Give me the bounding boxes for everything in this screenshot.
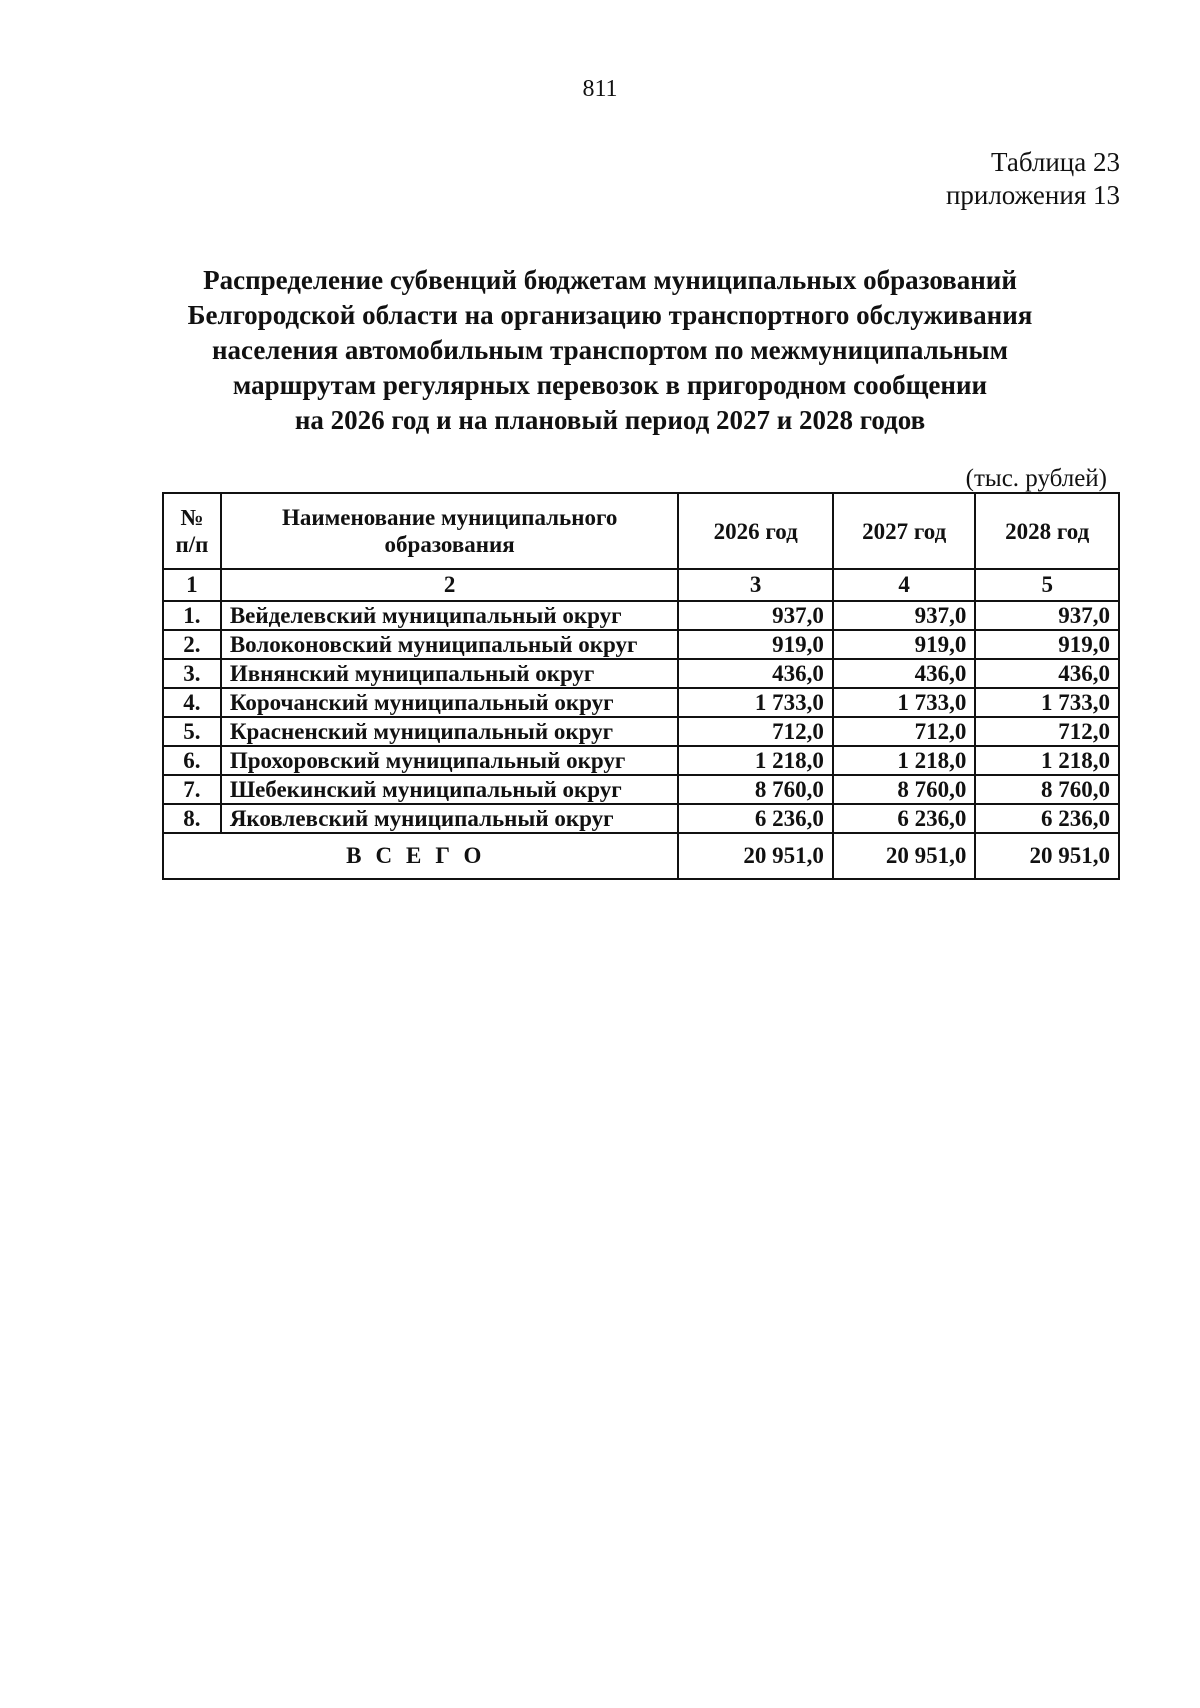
table-header-row [163,493,1119,569]
header-2027: 2027 год [833,493,976,569]
value-2026: 436,0 [678,659,832,688]
table-row [163,601,1119,630]
column-number: 1 [163,569,221,601]
header-number-line: № [180,505,204,530]
header-municipality-line: образования [384,532,515,557]
title-line: на 2026 год и на плановый период 2027 и 2028 годов [294,405,926,435]
value-2026: 1 733,0 [678,688,832,717]
municipality-name: Красненский муниципальный округ [221,717,679,746]
row-number: 5. [163,717,221,746]
value-2028: 8 760,0 [975,775,1119,804]
header-number [163,493,221,569]
value-2027: 1 218,0 [833,746,976,775]
title-line: Распределение субвенций бюджетам муниципальных образований [203,265,1017,295]
page-number: 811 [582,76,618,102]
header-municipality [221,493,679,569]
total-2028: 20 951,0 [975,833,1119,879]
municipality-name: Прохоровский муниципальный округ [221,746,679,775]
row-number: 1. [163,601,221,630]
title-line: маршрутам регулярных перевозок в пригородном сообщении [232,370,988,400]
column-number: 4 [833,569,976,601]
table-reference-line: Таблица 23 [991,147,1120,177]
document-title [150,263,1070,438]
table-row [163,804,1119,833]
row-number: 3. [163,659,221,688]
table-row [163,630,1119,659]
units-label: (тыс. рублей) [965,465,1107,492]
row-number: 4. [163,688,221,717]
table-row [163,688,1119,717]
header-2028: 2028 год [975,493,1119,569]
table-reference [760,146,1120,212]
table-row [163,717,1119,746]
municipality-name: Яковлевский муниципальный округ [221,804,679,833]
municipality-name: Шебекинский муниципальный округ [221,775,679,804]
appendix-reference-line: приложения 13 [945,180,1120,210]
column-number: 3 [678,569,832,601]
column-number: 2 [221,569,679,601]
value-2028: 937,0 [975,601,1119,630]
row-number: 6. [163,746,221,775]
value-2026: 1 218,0 [678,746,832,775]
value-2026: 8 760,0 [678,775,832,804]
value-2026: 712,0 [678,717,832,746]
title-line: Белгородской области на организацию транспортного обслуживания [187,300,1033,330]
value-2027: 712,0 [833,717,976,746]
table-row [163,775,1119,804]
value-2028: 1 218,0 [975,746,1119,775]
municipality-name: Волоконовский муниципальный округ [221,630,679,659]
municipality-name: Ивнянский муниципальный округ [221,659,679,688]
value-2028: 436,0 [975,659,1119,688]
column-number: 5 [975,569,1119,601]
header-number-line: п/п [175,532,209,557]
total-row [163,833,1119,879]
header-municipality-line: Наименование муниципального [281,505,618,530]
row-number: 8. [163,804,221,833]
value-2027: 919,0 [833,630,976,659]
row-number: 2. [163,630,221,659]
value-2028: 919,0 [975,630,1119,659]
column-numbers-row [163,569,1119,601]
value-2027: 1 733,0 [833,688,976,717]
value-2028: 6 236,0 [975,804,1119,833]
value-2028: 712,0 [975,717,1119,746]
municipality-name: Вейделевский муниципальный округ [221,601,679,630]
value-2027: 937,0 [833,601,976,630]
value-2026: 919,0 [678,630,832,659]
value-2026: 937,0 [678,601,832,630]
municipality-name: Корочанский муниципальный округ [221,688,679,717]
value-2026: 6 236,0 [678,804,832,833]
value-2027: 436,0 [833,659,976,688]
total-label: ВСЕГО [163,833,678,879]
value-2027: 8 760,0 [833,775,976,804]
value-2028: 1 733,0 [975,688,1119,717]
table-row [163,659,1119,688]
total-2027: 20 951,0 [833,833,976,879]
subvention-table [162,492,1120,880]
total-2026: 20 951,0 [678,833,832,879]
value-2027: 6 236,0 [833,804,976,833]
title-line: населения автомобильным транспортом по межмуниципальным [211,335,1009,365]
header-2026: 2026 год [678,493,832,569]
row-number: 7. [163,775,221,804]
table-row [163,746,1119,775]
